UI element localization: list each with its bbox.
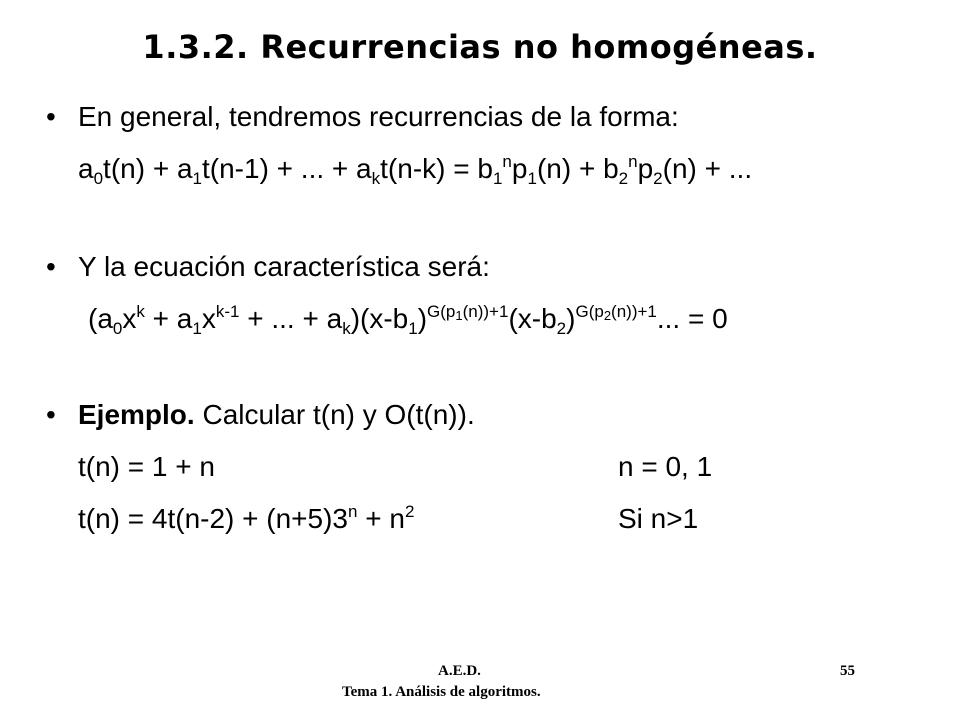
- bullet-text-characteristic: Y la ecuación característica será:: [78, 251, 490, 282]
- bullet-marker: •: [46, 399, 56, 430]
- page-number: 55: [840, 663, 855, 679]
- slide-title: 1.3.2. Recurrencias no homogéneas.: [142, 28, 818, 66]
- recurrence-formula: $a_0t(n) + a_1t(n-1)$ + ... + $a_kt(n-k) = b_1^np_1(n) + b_2^np_2(n)$ + ...: [78, 152, 753, 188]
- bullet-marker: •: [46, 101, 56, 132]
- example-recurrence-condition: Si n>1: [618, 503, 699, 534]
- footer-course: A.E.D.: [438, 663, 481, 679]
- example-recurrence: $t(n) = 4t(n-2) + (n+5)3^n + n^2$: [78, 502, 415, 534]
- example-base-case: t(n) = 1 + n: [78, 451, 215, 482]
- bullet-marker: •: [46, 251, 56, 282]
- footer-topic: Tema 1. Análisis de algoritmos.: [342, 684, 541, 700]
- characteristic-equation: ($a_0x^k + a_1x^{k-1}$ + ... + $a_k)(x-b_1)^{G(p1(n))+1}(x-b_2)^{G(p2(n))+1}$... = 0: [88, 302, 728, 338]
- bullet-text-general: En general, tendremos recurrencias de la forma:: [78, 101, 679, 132]
- bullet-text-example: Ejemplo. Calcular t(n) y O(t(n)).: [78, 399, 475, 430]
- example-label: Ejemplo.: [78, 399, 195, 430]
- example-base-condition: n = 0, 1: [618, 451, 713, 482]
